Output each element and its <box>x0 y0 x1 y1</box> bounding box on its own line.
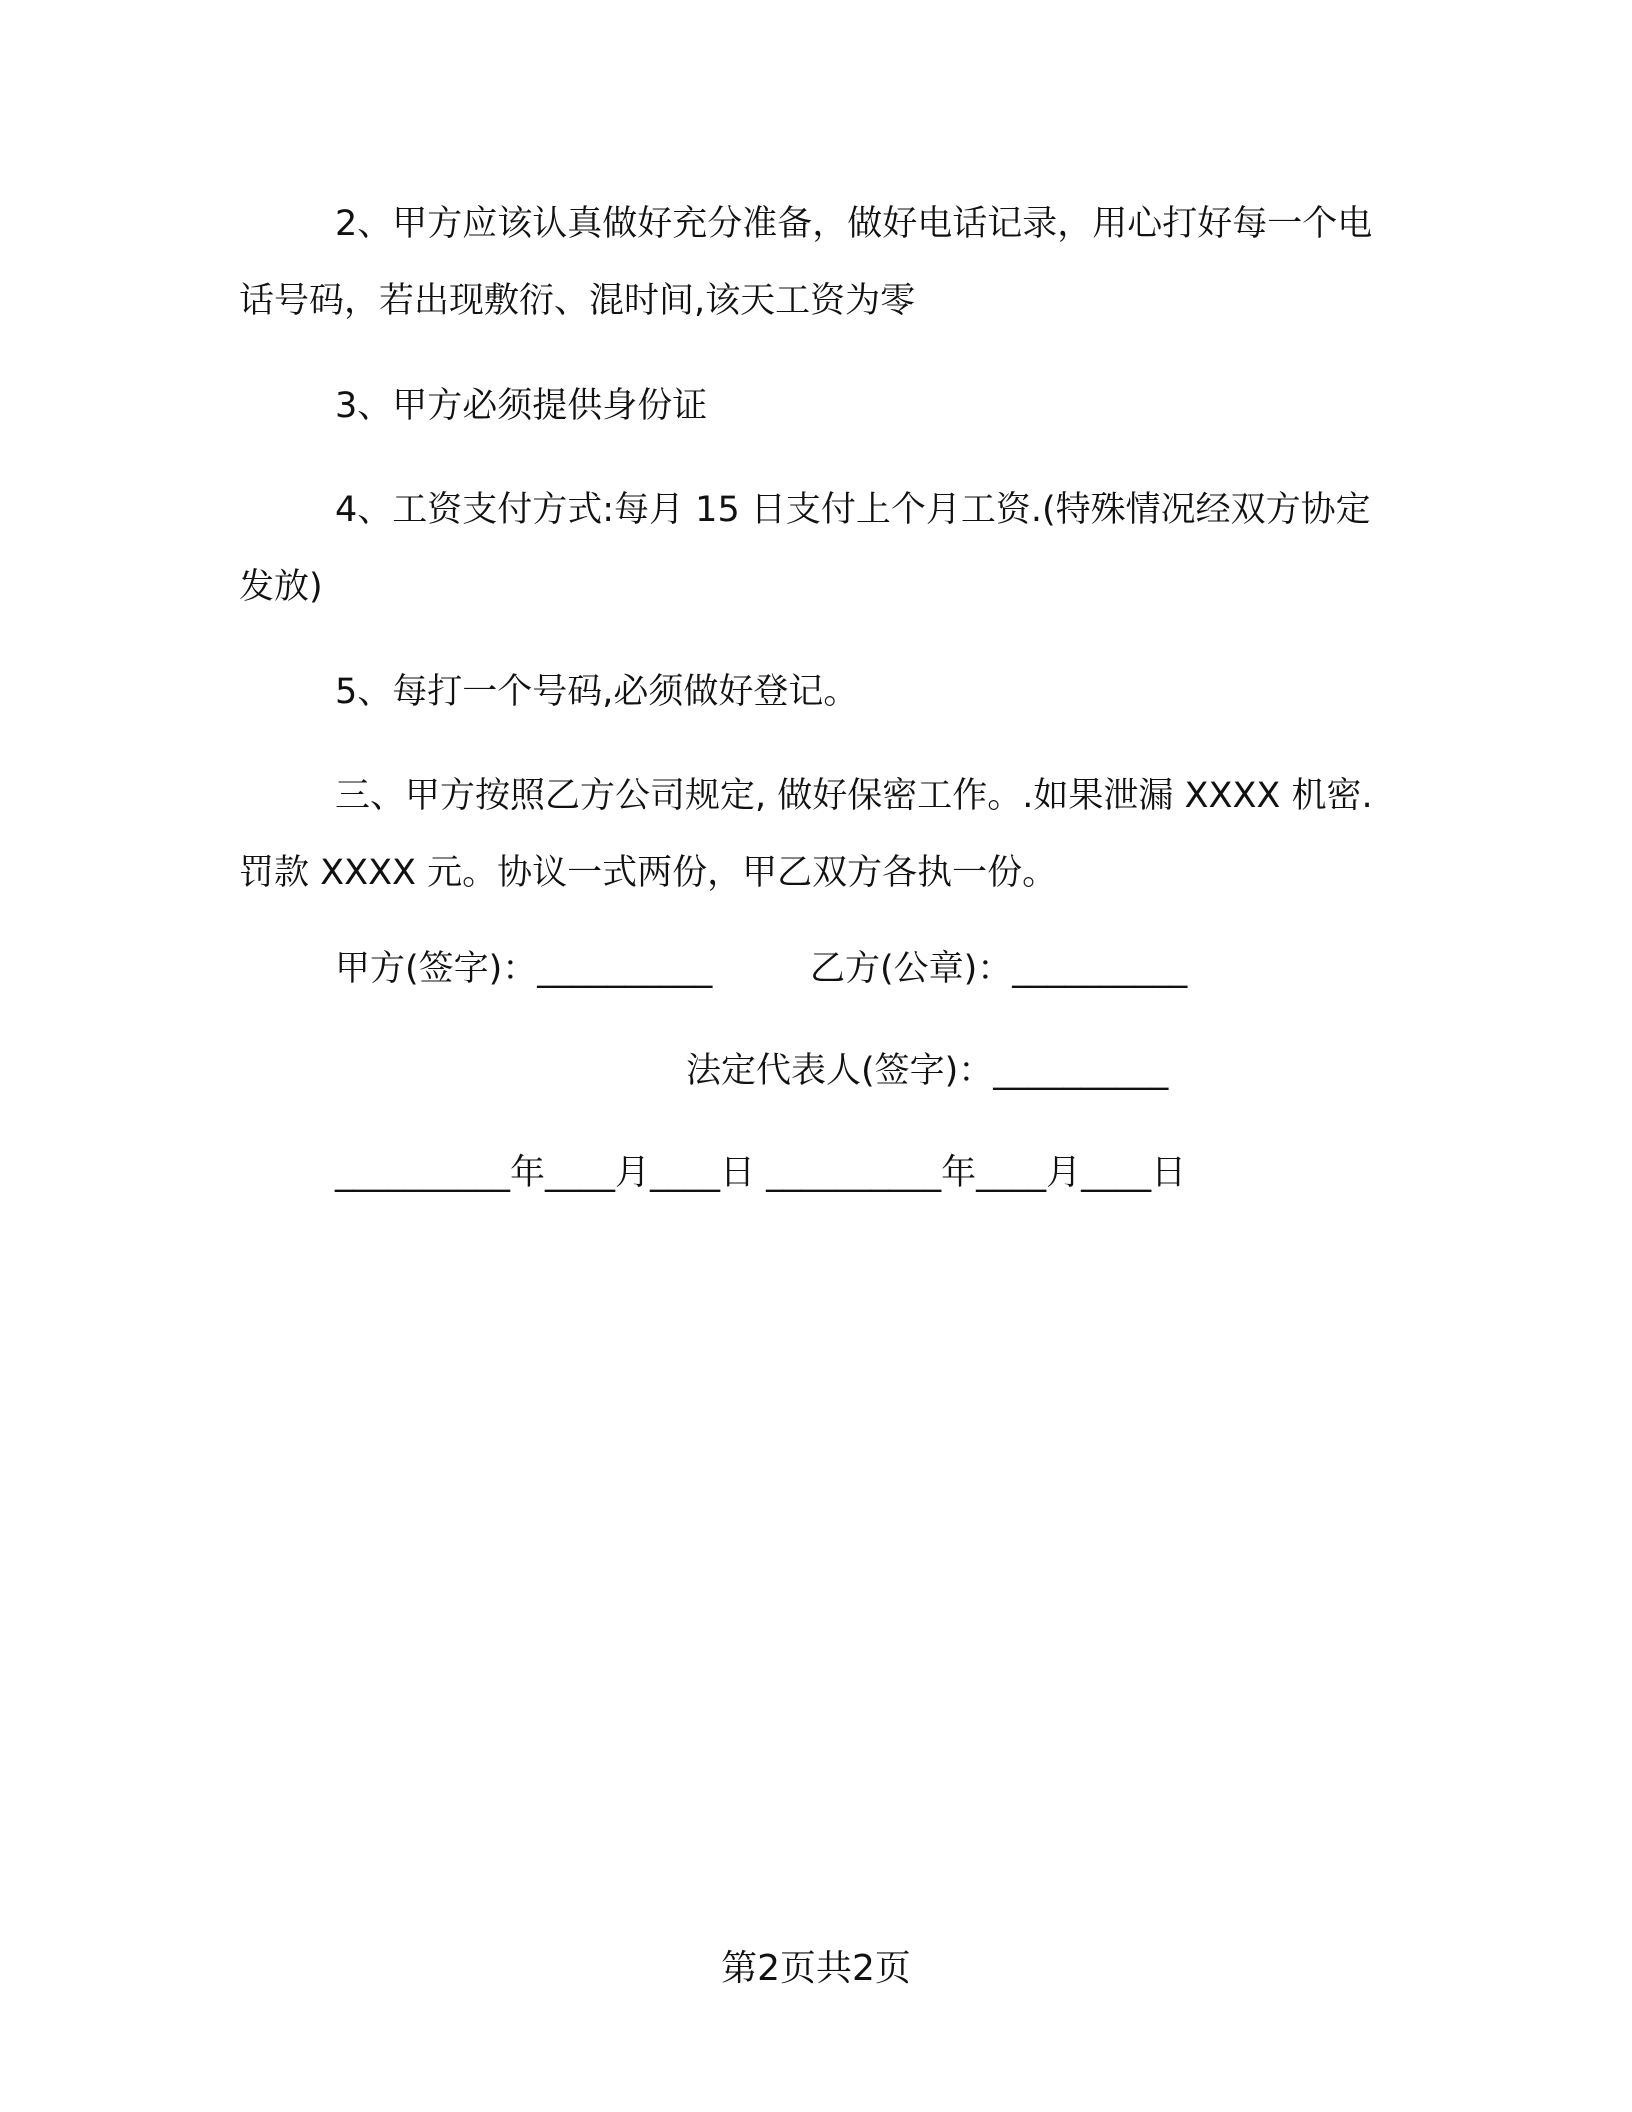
signature-dates: __________年____月____日 __________年____月____日 <box>335 1153 1187 1193</box>
paragraph-clause-3: 3、甲方必须提供身份证 <box>335 386 708 426</box>
party-b-seal: 乙方(公章)：__________ <box>810 949 1188 989</box>
paragraph-section-3: 三、甲方按照乙方公司规定, 做好保密工作。.如果泄漏 XXXX 机密.罚款 XXXX 元。协议一式两份，甲乙双方各执一份。 <box>239 776 1373 893</box>
legal-representative-signature: 法定代表人(签字)：__________ <box>686 1051 1169 1091</box>
paragraph-clause-4: 4、工资支付方式:每月 15 日支付上个月工资.(特殊情况经双方协定发放) <box>239 490 1371 607</box>
page-number: 第2页共2页 <box>721 1948 911 1989</box>
document-body <box>239 186 1381 912</box>
paragraph-clause-5: 5、每打一个号码,必须做好登记。 <box>335 672 859 712</box>
paragraph-clause-2: 2、甲方应该认真做好充分准备，做好电话记录，用心打好每一个电话号码，若出现敷衍、混时间,该天工资为零 <box>239 204 1373 321</box>
party-a-signature: 甲方(签字)：__________ <box>335 949 713 989</box>
